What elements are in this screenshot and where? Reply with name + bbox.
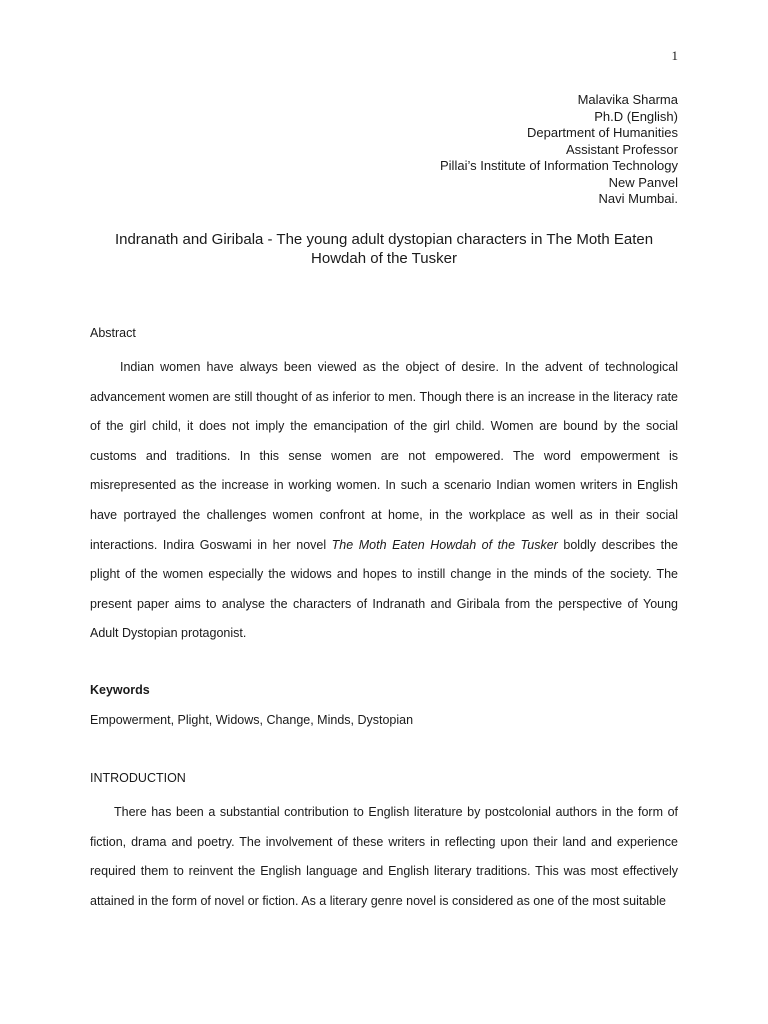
author-info [440,92,678,208]
author-degree: Ph.D (English) [594,108,678,124]
introduction-heading: INTRODUCTION [90,771,186,785]
abstract-paragraph [90,353,678,649]
keywords-heading: Keywords [90,683,150,697]
author-department: Department of Humanities [526,125,678,140]
paper-title: Indranath and Giribala - The young adult dystopian characters in The Moth Eaten Howdah of the Tusker [114,231,654,267]
author-city: New Panvel [608,174,678,190]
abstract-text-part-2: boldly describes the plight of the women especially the widows and hopes to instill change in the minds of the society. The present paper aims to analyse the characters of Indranath and Giribala from the perspective of Young Adult Dystopian protagonist. [90,537,678,641]
author-name: Malavika Sharma [577,92,678,107]
keywords-list: Empowerment, Plight, Widows, Change, Minds, Dystopian [90,713,414,727]
novel-title: The Moth Eaten Howdah of the Tusker [331,537,558,552]
author-position: Assistant Professor [566,141,678,157]
author-region: Navi Mumbai. [598,191,678,206]
introduction-paragraph: There has been a substantial contribution to English literature by postcolonial authors in the form of fiction, drama and poetry. The involvement of these writers in reflecting upon their land and experience required them to reinvent the English language and English literary traditions. This was most effectively attained in the form of novel or fiction. As a literary genre novel is considered as one of the most suitable [90,805,678,908]
abstract-heading: Abstract [90,326,136,340]
page-number: 1 [671,48,678,63]
abstract-text-part-1: Indian women have always been viewed as the object of desire. In the advent of technological advancement women are still thought of as inferior to men. Though there is an increase in the literacy rate of the girl child, it does not imply the emancipation of the girl child. Women are bound by the social customs and traditions. In this sense women are not empowered. The word empowerment is misrepresented as the increase in working women. In such a scenario Indian women writers in English have portrayed the challenges women confront at home, in the workplace as well as in their social interactions. Indira Goswami in her novel [90,360,678,552]
author-institute: Pillai’s Institute of Information Technology [440,158,678,173]
